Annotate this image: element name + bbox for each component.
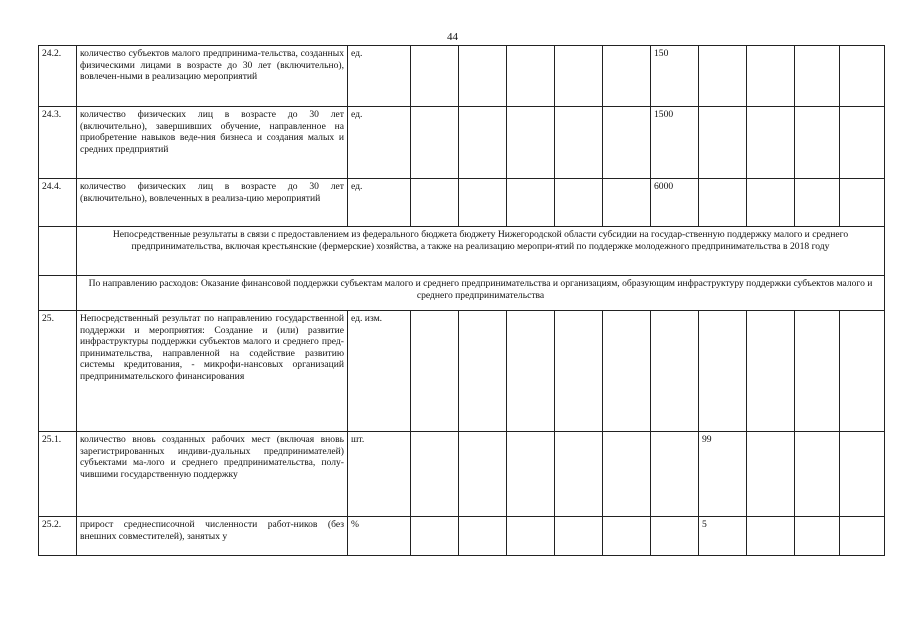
- empty-cell: [507, 432, 555, 517]
- empty-cell: [507, 46, 555, 107]
- empty-cell: [651, 432, 699, 517]
- row-number: 25.: [39, 311, 77, 432]
- empty-cell: [39, 276, 77, 311]
- empty-cell: [699, 107, 747, 179]
- empty-cell: [795, 432, 840, 517]
- section-header: По направлению расходов: Оказание финансовой поддержки субъектам малого и среднего предпринимательства и организациям, образующим инфраструктуру поддержки субъектов малого и среднего предпринимательства: [77, 276, 885, 311]
- empty-cell: [747, 517, 795, 556]
- empty-cell: [507, 107, 555, 179]
- empty-cell: [603, 432, 651, 517]
- table-row: [39, 107, 885, 179]
- row-value: 6000: [651, 179, 699, 227]
- empty-cell: [651, 517, 699, 556]
- empty-cell: [411, 517, 459, 556]
- empty-cell: [411, 179, 459, 227]
- empty-cell: [840, 107, 885, 179]
- section-row: [39, 227, 885, 276]
- row-unit: ед.: [348, 107, 411, 179]
- empty-cell: [840, 517, 885, 556]
- empty-cell: [603, 46, 651, 107]
- empty-cell: [555, 46, 603, 107]
- row-value: 1500: [651, 107, 699, 179]
- row-unit: ед.: [348, 46, 411, 107]
- empty-cell: [603, 517, 651, 556]
- empty-cell: [747, 179, 795, 227]
- empty-cell: [747, 107, 795, 179]
- row-unit: шт.: [348, 432, 411, 517]
- empty-cell: [795, 179, 840, 227]
- empty-cell: [411, 107, 459, 179]
- empty-cell: [459, 179, 507, 227]
- empty-cell: [459, 432, 507, 517]
- row-description: количество вновь созданных рабочих мест (включая вновь зарегистрированных индиви-дуальных предпринимателей) субъектами ма-лого и среднего предпринимательства, полу-чившими государственную поддержку: [77, 432, 348, 517]
- empty-cell: [603, 107, 651, 179]
- empty-cell: [747, 46, 795, 107]
- row-description: количество субъектов малого предпринима-тельства, созданных физическими лицами в возрасте до 30 лет (включительно), вовлечен-ными в реализацию мероприятий: [77, 46, 348, 107]
- empty-cell: [795, 311, 840, 432]
- empty-cell: [840, 432, 885, 517]
- section-header: Непосредственные результаты в связи с предоставлением из федерального бюджета бюджету Нижегородской области субсидии на государ-ственную поддержку малого и среднего предпринимательства, включая крестьянские (фермерские) хозяйства, а также на реализацию меропри-ятий по поддержке молодежного предпринимательства в 2018 году: [77, 227, 885, 276]
- row-description: прирост среднесписочной численности работ-ников (без внешних совместителей), занятых у: [77, 517, 348, 556]
- table-row: [39, 432, 885, 517]
- empty-cell: [555, 311, 603, 432]
- empty-cell: [507, 517, 555, 556]
- table-row: [39, 46, 885, 107]
- empty-cell: [747, 311, 795, 432]
- row-number: 25.1.: [39, 432, 77, 517]
- empty-cell: [603, 311, 651, 432]
- empty-cell: [840, 46, 885, 107]
- row-value: 150: [651, 46, 699, 107]
- table-row: [39, 517, 885, 556]
- row-description: количество физических лиц в возрасте до 30 лет (включительно), вовлеченных в реализа-цию мероприятий: [77, 179, 348, 227]
- page-number: 44: [447, 31, 458, 43]
- empty-cell: [507, 311, 555, 432]
- empty-cell: [699, 46, 747, 107]
- indicators-table: [38, 45, 885, 556]
- row-unit: %: [348, 517, 411, 556]
- empty-cell: [840, 311, 885, 432]
- empty-cell: [555, 179, 603, 227]
- empty-cell: [459, 311, 507, 432]
- empty-cell: [747, 432, 795, 517]
- empty-cell: [795, 517, 840, 556]
- empty-cell: [699, 179, 747, 227]
- row-number: 25.2.: [39, 517, 77, 556]
- empty-cell: [699, 311, 747, 432]
- empty-cell: [555, 432, 603, 517]
- empty-cell: [555, 517, 603, 556]
- empty-cell: [459, 517, 507, 556]
- empty-cell: [39, 227, 77, 276]
- section-row: [39, 276, 885, 311]
- empty-cell: [411, 46, 459, 107]
- empty-cell: [507, 179, 555, 227]
- row-number: 24.2.: [39, 46, 77, 107]
- row-description: Непосредственный результат по направлению государственной поддержки и мероприятия: Создание и (или) развитие инфраструктуры поддержки субъектов малого и среднего пред-принимательства, направленной на содействие развитию системы кредитования, - микрофи-нансовых организаций предпринимательского финансирования: [77, 311, 348, 432]
- row-unit: ед.: [348, 179, 411, 227]
- empty-cell: [555, 107, 603, 179]
- empty-cell: [411, 311, 459, 432]
- empty-cell: [840, 179, 885, 227]
- row-number: 24.3.: [39, 107, 77, 179]
- row-value: 99: [699, 432, 747, 517]
- empty-cell: [603, 179, 651, 227]
- row-unit: ед. изм.: [348, 311, 411, 432]
- empty-cell: [459, 107, 507, 179]
- row-number: 24.4.: [39, 179, 77, 227]
- table-row: [39, 311, 885, 432]
- row-description: количество физических лиц в возрасте до 30 лет (включительно), завершивших обучение, направленное на приобретение навыков веде-ния бизнеса и создания малых и средних предприятий: [77, 107, 348, 179]
- empty-cell: [651, 311, 699, 432]
- row-value: 5: [699, 517, 747, 556]
- empty-cell: [411, 432, 459, 517]
- empty-cell: [795, 107, 840, 179]
- table-row: [39, 179, 885, 227]
- empty-cell: [459, 46, 507, 107]
- empty-cell: [795, 46, 840, 107]
